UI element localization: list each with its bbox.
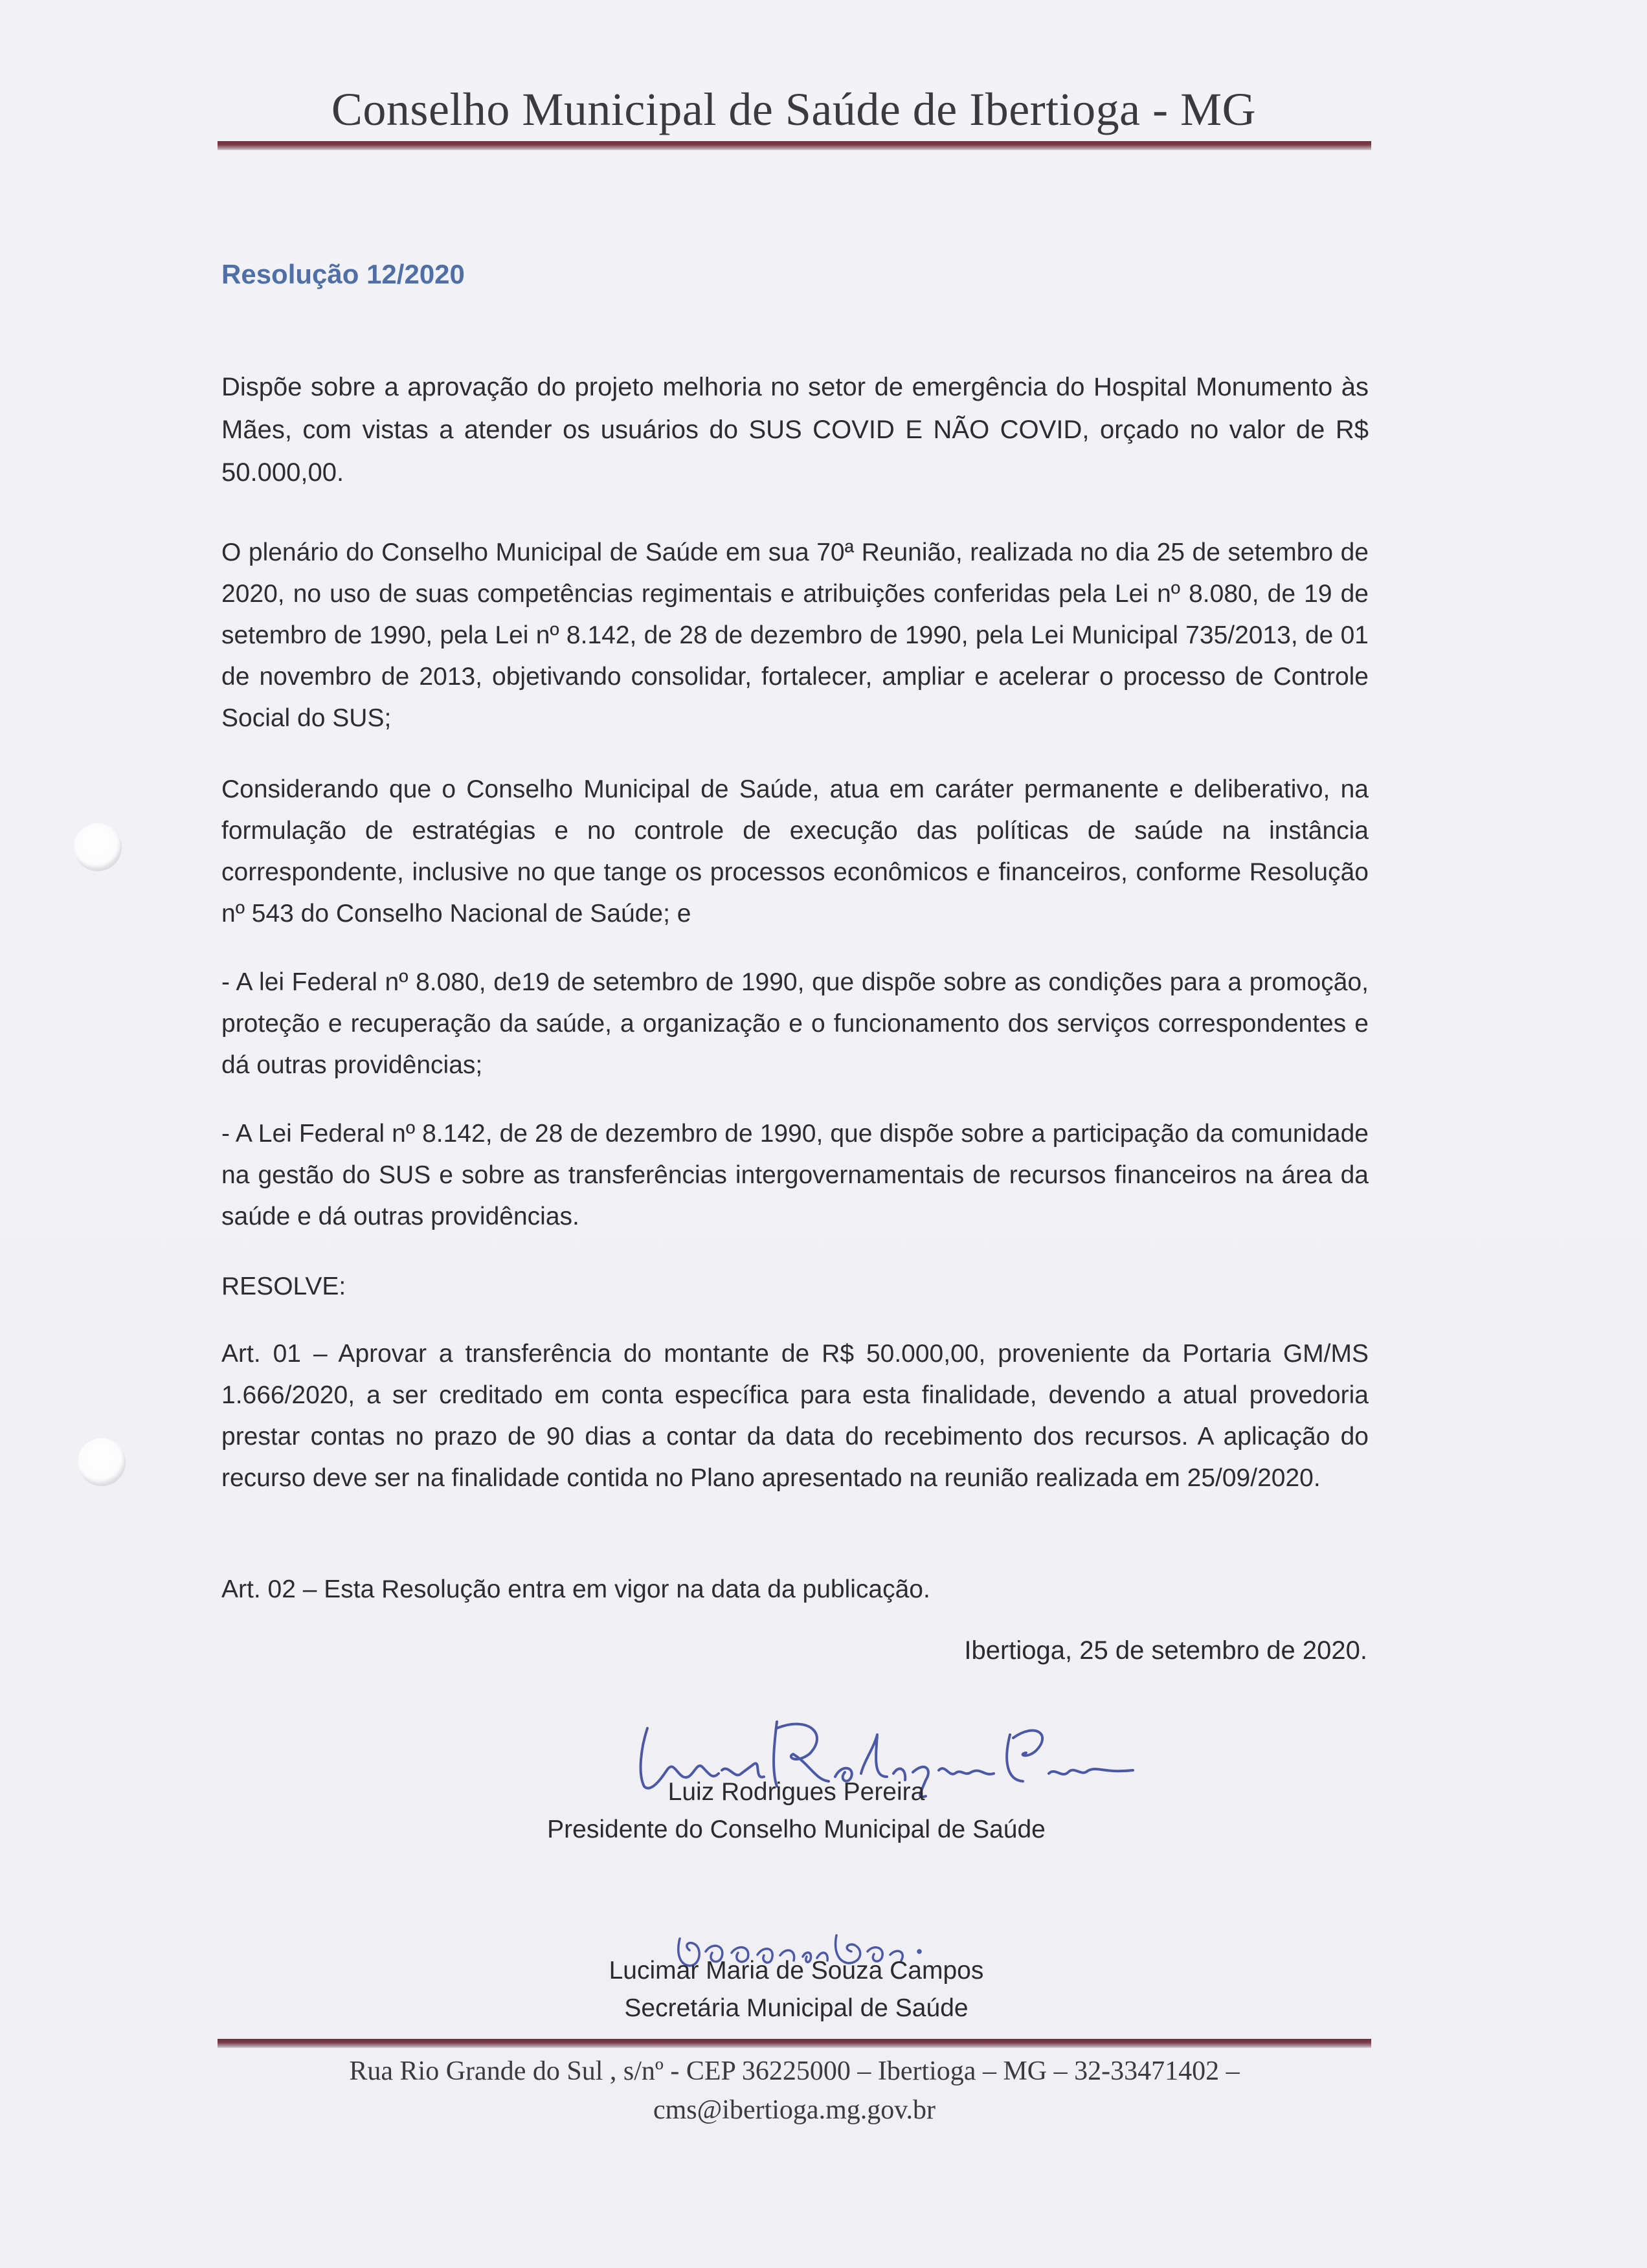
punch-hole-lower (78, 1438, 126, 1486)
secretary-signature-block (453, 1952, 1139, 2027)
president-name: Luiz Rodrigues Pereira (667, 1778, 925, 1806)
ementa-paragraph: Dispõe sobre a aprovação do projeto melhoria no setor de emergência do Hospital Monumento às Mães, com vistas a atender os usuários do SUS COVID E NÃO COVID, orçado no valor de R$ 50.000,00. (221, 373, 1369, 487)
footer-contact (218, 2052, 1371, 2129)
punch-hole-upper (74, 823, 122, 871)
resolve-heading: RESOLVE: (221, 1273, 346, 1300)
council-title: Conselho Municipal de Saúde de Ibertioga - MG (331, 83, 1257, 135)
plenario-paragraph: O plenário do Conselho Municipal de Saúde em sua 70ª Reunião, realizada no dia 25 de setembro de 2020, no uso de suas competências regimentais e atribuições conferidas pela Lei nº 8.080, de 19 de setembro de 1990, pela Lei nº 8.142, de 28 de dezembro de 1990, pela Lei Municipal 735/2013, de 01 de novembro de 2013, objetivando consolidar, fortalecer, ampliar e acelerar o processo de Controle Social do SUS; (221, 539, 1369, 732)
considerando-paragraph: Considerando que o Conselho Municipal de Saúde, atua em caráter permanente e deliberativo, na formulação de estratégias e no controle de execução das políticas de saúde na instância correspondente, inclusive no que tange os processos econômicos e financeiros, conforme Resolução nº 543 do Conselho Nacional de Saúde; e (221, 775, 1369, 928)
article-02: Art. 02 – Esta Resolução entra em vigor na data da publicação. (221, 1575, 930, 1603)
footer-address: Rua Rio Grande do Sul , s/nº - CEP 36225000 – Ibertioga – MG – 32-33471402 – (349, 2056, 1240, 2086)
secretary-name: Lucimar Maria de Souza Campos (609, 1957, 984, 1984)
footer-divider (218, 2039, 1371, 2048)
secretary-role: Secretária Municipal de Saúde (624, 1994, 969, 2022)
header-divider (218, 141, 1371, 150)
article-01: Art. 01 – Aprovar a transferência do montante de R$ 50.000,00, proveniente da Portaria GM/MS 1.666/2020, a ser creditado em conta específica para esta finalidade, devendo a atual provedoria prestar contas no prazo de 90 dias a contar da data do recebimento dos recursos. A aplicação do recurso deve ser na finalidade contida no Plano apresentado na reunião realizada em 25/09/2020. (221, 1340, 1369, 1492)
lei-8080-paragraph: - A lei Federal nº 8.080, de19 de setembro de 1990, que dispõe sobre as condições para a promoção, proteção e recuperação da saúde, a organização e o funcionamento dos serviços correspondentes e dá outras providências; (221, 968, 1369, 1079)
footer-email: cms@ibertioga.mg.gov.br (653, 2095, 936, 2125)
lei-8142-paragraph: - A Lei Federal nº 8.142, de 28 de dezembro de 1990, que dispõe sobre a participação da comunidade na gestão do SUS e sobre as transferências intergovernamentais de recursos financeiros na área da saúde e dá outras providências. (221, 1120, 1369, 1230)
place-and-date: Ibertioga, 25 de setembro de 2020. (964, 1636, 1367, 1665)
president-role: Presidente do Conselho Municipal de Saúde (547, 1816, 1046, 1843)
resolution-number: Resolução 12/2020 (221, 259, 465, 289)
president-signature-block (453, 1773, 1139, 1849)
